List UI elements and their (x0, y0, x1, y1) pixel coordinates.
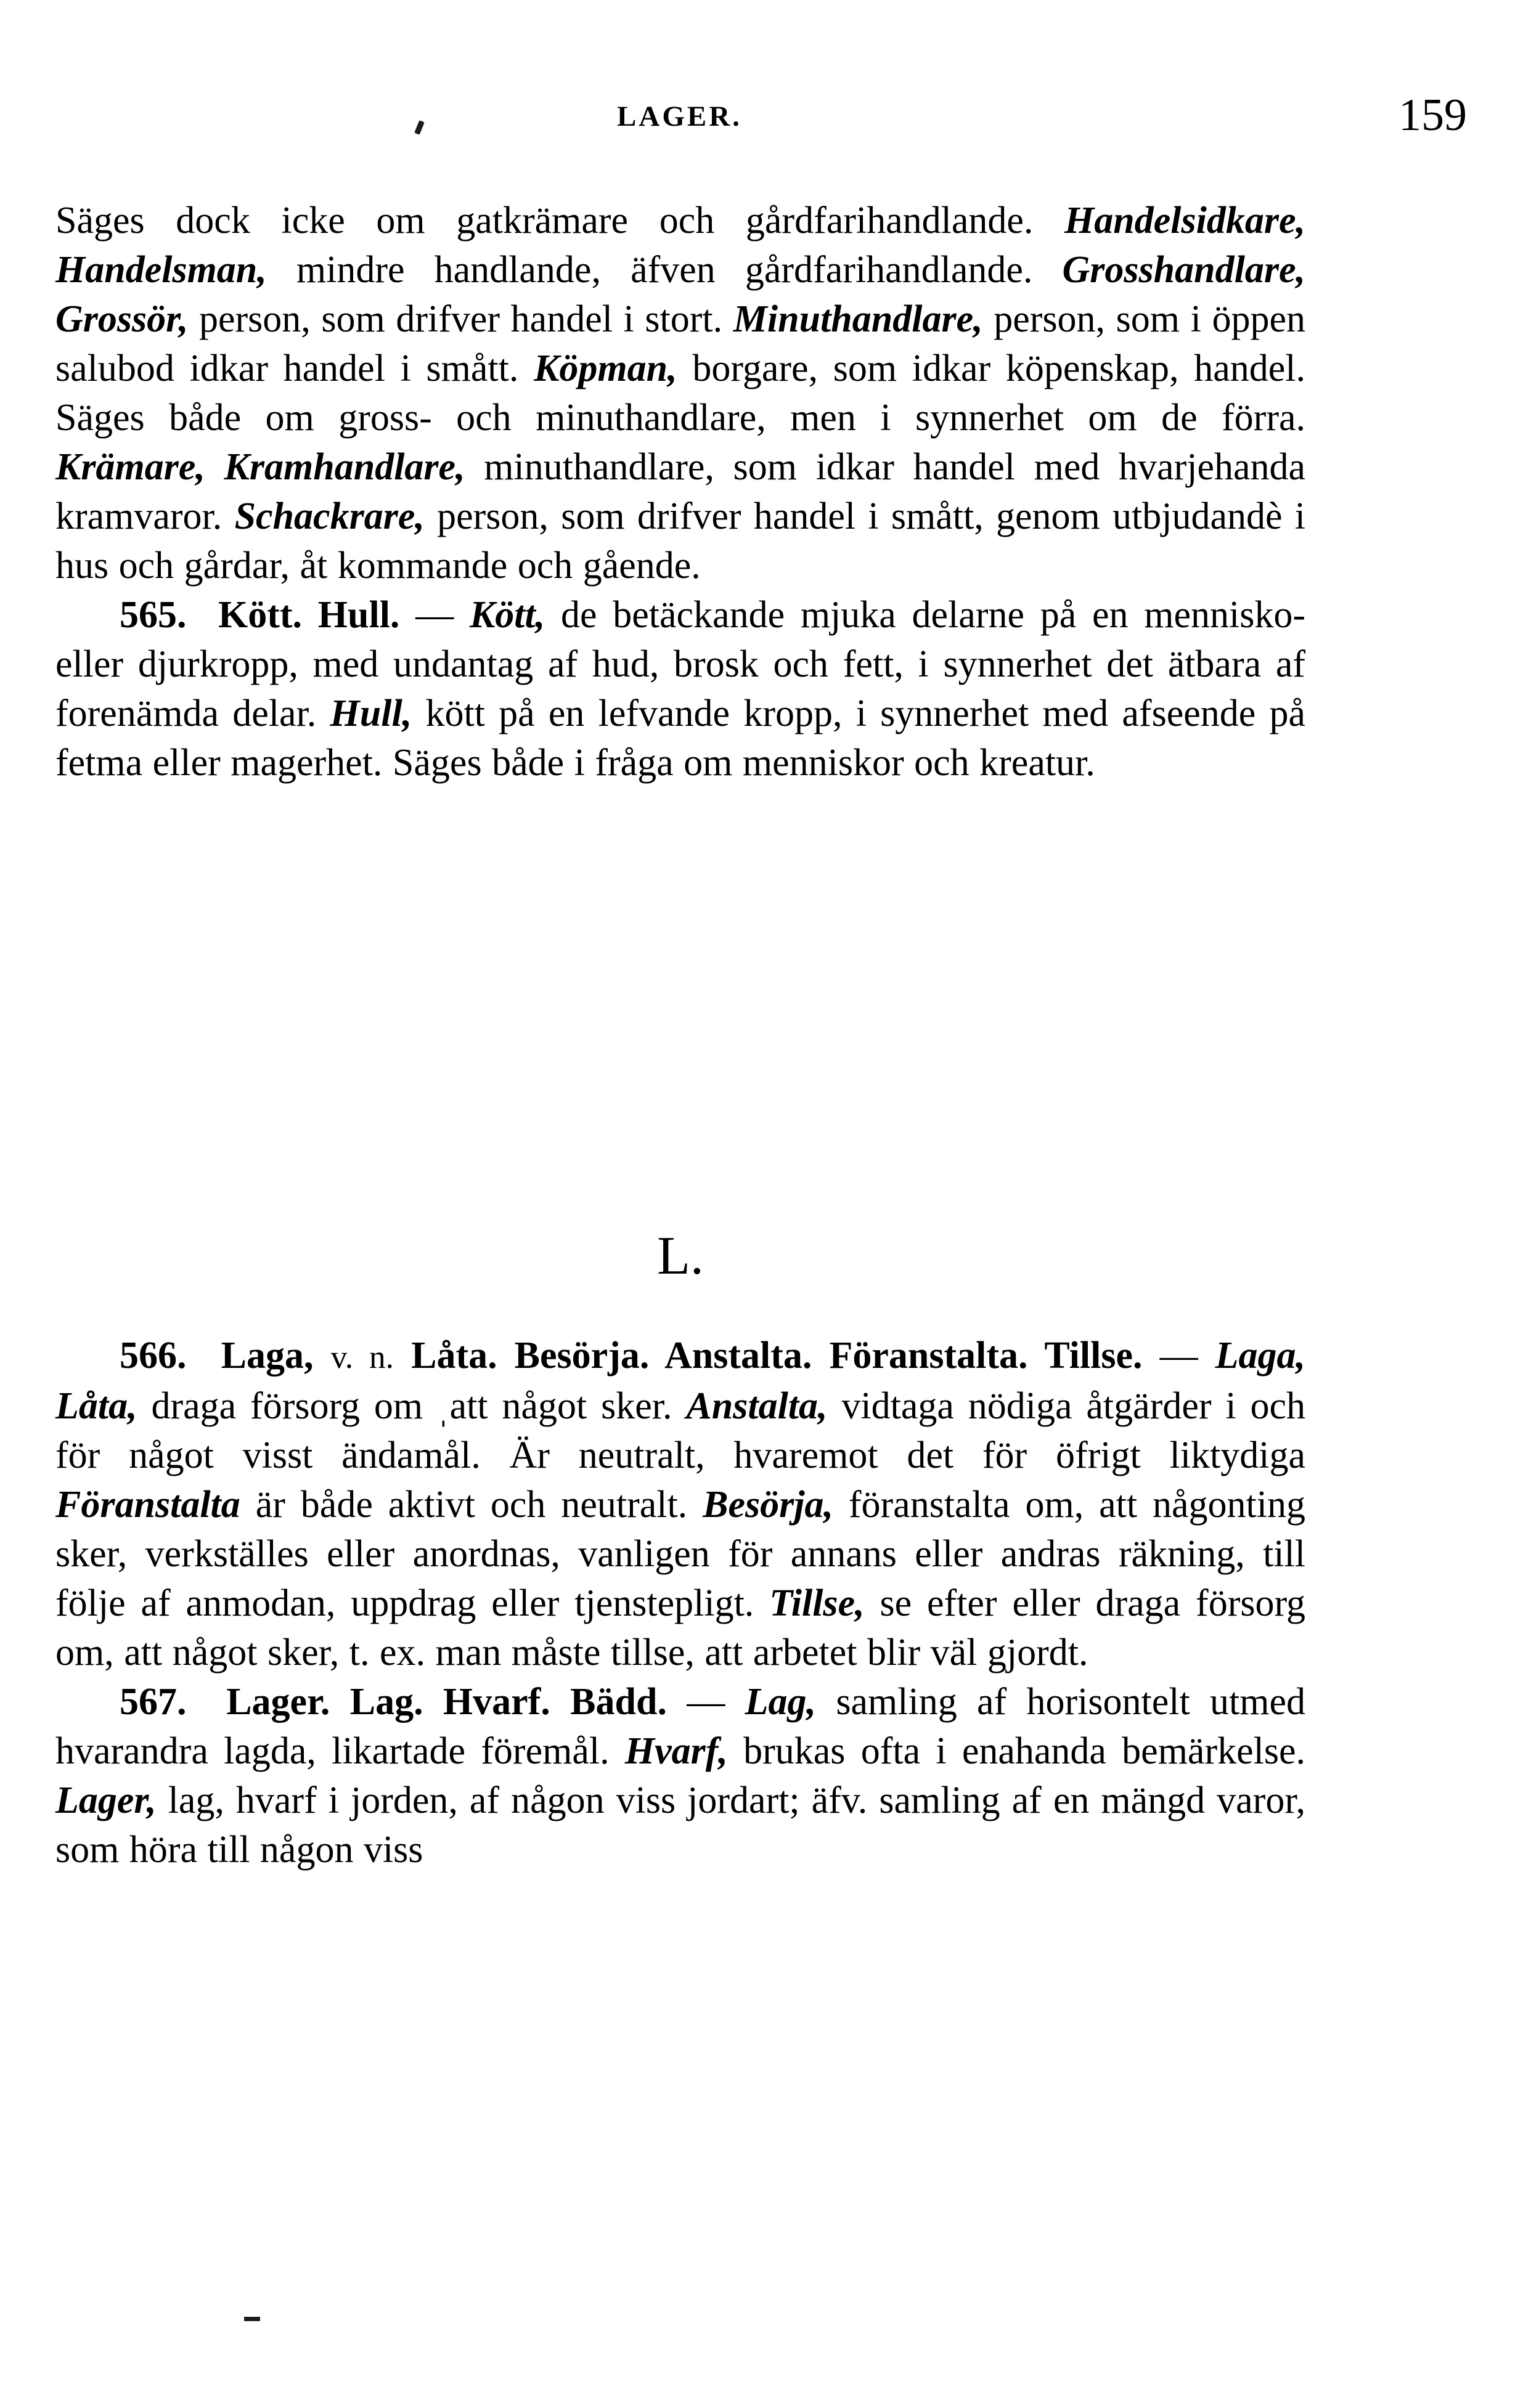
body-text: är både aktivt och neutralt. (240, 1484, 703, 1526)
italic-term: Besörja, (703, 1484, 833, 1526)
entry-number: 567. (120, 1681, 187, 1723)
italic-term: Schackrare, (234, 495, 425, 537)
body-text: person, som drifver handel i smått, genom utbjudandè i hus och gårdar, åt kommande och gående. (55, 495, 1306, 587)
entry-number: 566. (120, 1335, 187, 1377)
body-text: minuthandlare, som idkar handel med hvarjehanda kramvaror. (55, 446, 1305, 537)
italic-term: Kött, (469, 594, 545, 636)
entry-definition (55, 1335, 1305, 1674)
running-head (55, 90, 1467, 160)
running-head-title: LAGER. (617, 100, 742, 132)
body-text: borgare, som idkar köpenskap, handel. Säges både om gross- och minuthandlare, men i synnerhet om de förra. (55, 348, 1305, 439)
italic-term: Hvarf, (624, 1730, 728, 1772)
body-text: draga försorg om ˌatt något sker. (137, 1385, 687, 1427)
italic-term: Föranstalta (55, 1484, 240, 1526)
entry-dash: — (415, 594, 454, 636)
italic-term: Lag, (745, 1681, 817, 1723)
text-block-lower (55, 1331, 1305, 1874)
entry-headwords: Lager. Lag. Hvarf. Bädd. (226, 1681, 667, 1723)
body-text: kött på en lefvande kropp, i synnerhet med afseende på fetma eller magerhet. Säges både i fråga om menniskor och kreatur. (55, 693, 1306, 784)
body-text: mindre handlande, äfven gårdfarihandlande. (266, 249, 1063, 291)
body-text: vidtaga nödiga åtgärder i och för något visst ändamål. Är neutralt, hvaremot det för öfrigt liktydiga (55, 1385, 1305, 1476)
text-block-upper (55, 196, 1305, 787)
body-text: de betäckande mjuka delarne på en mennisko- eller djurkropp, med undantag af hud, brosk och fett, i synnerhet det ätbara af forenämda delar. (55, 594, 1306, 734)
italic-term: Minuthandlare, (733, 298, 983, 340)
entry-headwords: Låta. Besörja. Anstalta. Föranstalta. Tillse. (411, 1335, 1143, 1377)
body-text: brukas ofta i enahanda bemärkelse. (727, 1730, 1305, 1772)
body-text: person, som i öppen salubod idkar handel i smått. (55, 298, 1306, 389)
italic-term: Hull, (330, 693, 412, 734)
italic-term: Anstalta, (686, 1385, 828, 1427)
body-text: samling af horisontelt utmed hvarandra lagda, likartade föremål. (55, 1681, 1306, 1772)
dictionary-entry-566 (55, 1331, 1305, 1677)
entry-headword-primary: Laga, (221, 1335, 314, 1377)
entry-dash: — (1159, 1335, 1198, 1377)
italic-term: Köpman, (534, 348, 677, 389)
section-letter-heading: L. (657, 1226, 704, 1286)
italic-term: Krämare, Kramhandlare, (55, 446, 465, 488)
italic-term: Handelsidkare, Handelsman, (55, 200, 1305, 291)
scan-speck-artifact (244, 2317, 260, 2321)
body-text: Säges dock icke om gatkrämare och gårdfarihandlande. (55, 200, 1065, 242)
entry-number: 565. (120, 594, 187, 636)
italic-term: Tillse, (769, 1582, 865, 1624)
body-text: person, som drifver handel i stort. (188, 298, 733, 340)
paragraph-continuation (55, 196, 1305, 590)
body-text: föranstalta om, att någonting sker, verkställes eller anordnas, vanligen för annans eller andras räkning, till följe af anmodan, uppdrag eller tjenstepligt. (55, 1484, 1305, 1624)
dictionary-entry-565 (55, 590, 1305, 787)
page-number: 159 (1398, 90, 1467, 140)
italic-term: Lager, (55, 1780, 157, 1821)
italic-term: Grosshandlare, Grossör, (55, 249, 1305, 340)
body-text: se efter eller draga försorg om, att något sker, t. ex. man måste tillse, att arbetet blir väl gjordt. (55, 1582, 1305, 1674)
entry-headwords: Kött. Hull. (218, 594, 400, 636)
entry-dash: — (687, 1681, 725, 1723)
body-text: lag, hvarf i jorden, af någon viss jordart; äfv. samling af en mängd varor, som höra till någon viss (55, 1780, 1305, 1871)
italic-term: Laga, Låta, (55, 1335, 1306, 1427)
entry-abbreviation: v. n. (330, 1338, 394, 1375)
dictionary-entry-567 (55, 1677, 1305, 1874)
